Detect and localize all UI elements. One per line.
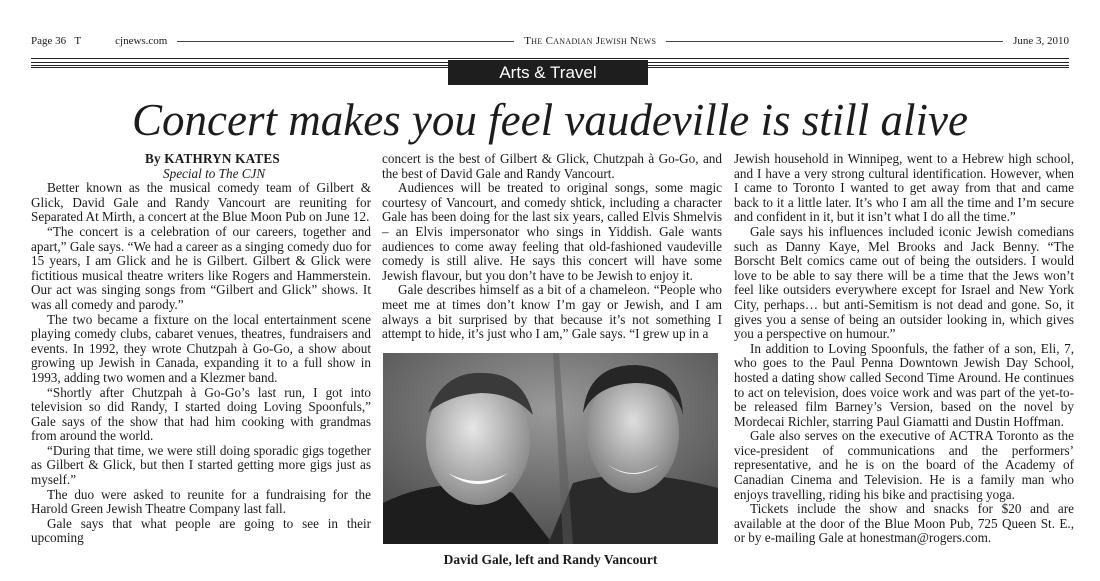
article-paragraph: Better known as the musical comedy team of Gilbert & Glick, David Gale and Randy Vancourt are reuniting for Separated At Mirth, a concert at the Blue Moon Pub on June 12. [31, 180, 371, 225]
column-1-text [31, 181, 371, 546]
column-2-text [382, 152, 722, 342]
article-paragraph: The two became a fixture on the local entertainment scene playing comedy clubs, cabaret venues, theatres, fundraisers and events. In 1992, they wrote Chutzpah à Go-Go, a show about growing up Jewish in Canada, expanding it to a full show in 1993, adding two women and a Klezmer band. [31, 311, 371, 385]
website-link[interactable]: cjnews.com [115, 35, 168, 47]
newspaper-name: The Canadian Jewish News [524, 35, 657, 47]
issue-date: June 3, 2010 [1013, 35, 1069, 47]
article-paragraph: Gale describes himself as a bit of a chameleon. “People who meet me at times don’t know I’m gay or Jewish, and I am always a bit surprised by that because it’s not something I attempt to hide, it’s just who I am,” Gale says. “I grew up in a [382, 282, 722, 342]
article-paragraph: Gale says that what people are going to see in their upcoming [31, 515, 371, 546]
photo-image [383, 353, 718, 544]
headline: Concert makes you feel vaudeville is still alive [132, 95, 968, 145]
byline: By KATHRYN KATES [145, 151, 280, 166]
page-number: Page 36 T [31, 35, 82, 47]
article-column-1 [31, 152, 371, 546]
article-paragraph: Tickets include the show and snacks for $20 and are available at the door of the Blue Moon Pub, 725 Queen St. E., or by e-mailing Gale at honestman@rogers.com. [734, 501, 1074, 546]
article-paragraph: Audiences will be treated to original songs, some magic courtesy of Vancourt, and comedy shtick, including a character Gale has been doing for the last six years, called Elvis Shmelvis – an Elvis impersonator who sings in Yiddish. Gale wants audiences to come away feeling that old-fashioned vaudeville comedy is still alive. He says this concert will have some Jewish flavour, but you don’t have to be Jewish to enjoy it. [382, 180, 722, 283]
page-marker: T [74, 35, 82, 47]
byline-credit: Special to The CJN [163, 165, 266, 181]
article-paragraph: The duo were asked to reunite for a fundraising for the Harold Green Jewish Theatre Company last fall. [31, 486, 371, 517]
section-label: Arts & Travel [448, 60, 648, 85]
article-paragraph: “During that time, we were still doing sporadic gigs together as Gilbert & Glick, but then I started getting more gigs just as myself.” [31, 442, 371, 488]
article-column-2 [382, 152, 722, 342]
article-column-3 [734, 152, 1074, 546]
article-paragraph: “The concert is a celebration of our careers, together and apart,” Gale says. “We had a career as a singing comedy duo for 15 years, I am Glick and he is Gilbert. Gilbert & Glick were fictitious musical theatre writers like Rogers and Hammerstein. Our act was singing songs from “Gilbert and Glick” shows. It was all comedy and parody.” [31, 223, 371, 312]
article-paragraph: Gale also serves on the executive of ACTRA Toronto as the vice-president of communications and the performers’ representative, and he is on the board of the Academy of Canadian Cinema and Television. He is a family man who enjoys travelling, riding his bike and practising yoga. [734, 428, 1074, 502]
column-3-text [734, 152, 1074, 546]
article-photo [383, 353, 718, 544]
header-rule-right [666, 41, 1003, 42]
article-paragraph: concert is the best of Gilbert & Glick, Chutzpah à Go-Go, and the best of David Gale and Randy Vancourt. [382, 151, 722, 181]
article-paragraph: “Shortly after Chutzpah à Go-Go’s last run, I got into television so did Randy, I started doing Loving Spoonfuls,” Gale says of the show that had him cooking with grandmas from around the world. [31, 384, 371, 444]
page-header [31, 33, 1069, 49]
article-paragraph: Jewish household in Winnipeg, went to a Hebrew high school, and I have a very strong cultural identification. However, when I came to Toronto I wanted to get away from that and came back to it a little later. It’s who I am all the time and I’m secure and confident in it, but it isn’t what I do all the time.” [734, 151, 1074, 225]
photo-caption: David Gale, left and Randy Vancourt [443, 552, 658, 567]
header-rule-left [177, 41, 514, 42]
article-paragraph: In addition to Loving Spoonfuls, the father of a son, Eli, 7, who goes to the Paul Penna Downtown Jewish Day School, hosted a dating show called Second Time Around. He continues to act on television, does voice work and was part of the yet-to-be released film Barney’s Version, based on the novel by Mordecai Richler, starring Paul Giamatti and Dustin Hoffman. [734, 340, 1074, 429]
article-paragraph: Gale says his influences included iconic Jewish comedians such as Danny Kaye, Mel Brooks and Jack Benny. “The Borscht Belt comics came out of being the outsiders. I would love to be able to say there will be a time that the Jews won’t feel like outsiders everywhere except for Israel and New York City, perhaps… but anti-Semitism is not dead and gone. So, it gives you a sense of being an outsider looking in, which gives you a perspective on humour.” [734, 223, 1074, 342]
